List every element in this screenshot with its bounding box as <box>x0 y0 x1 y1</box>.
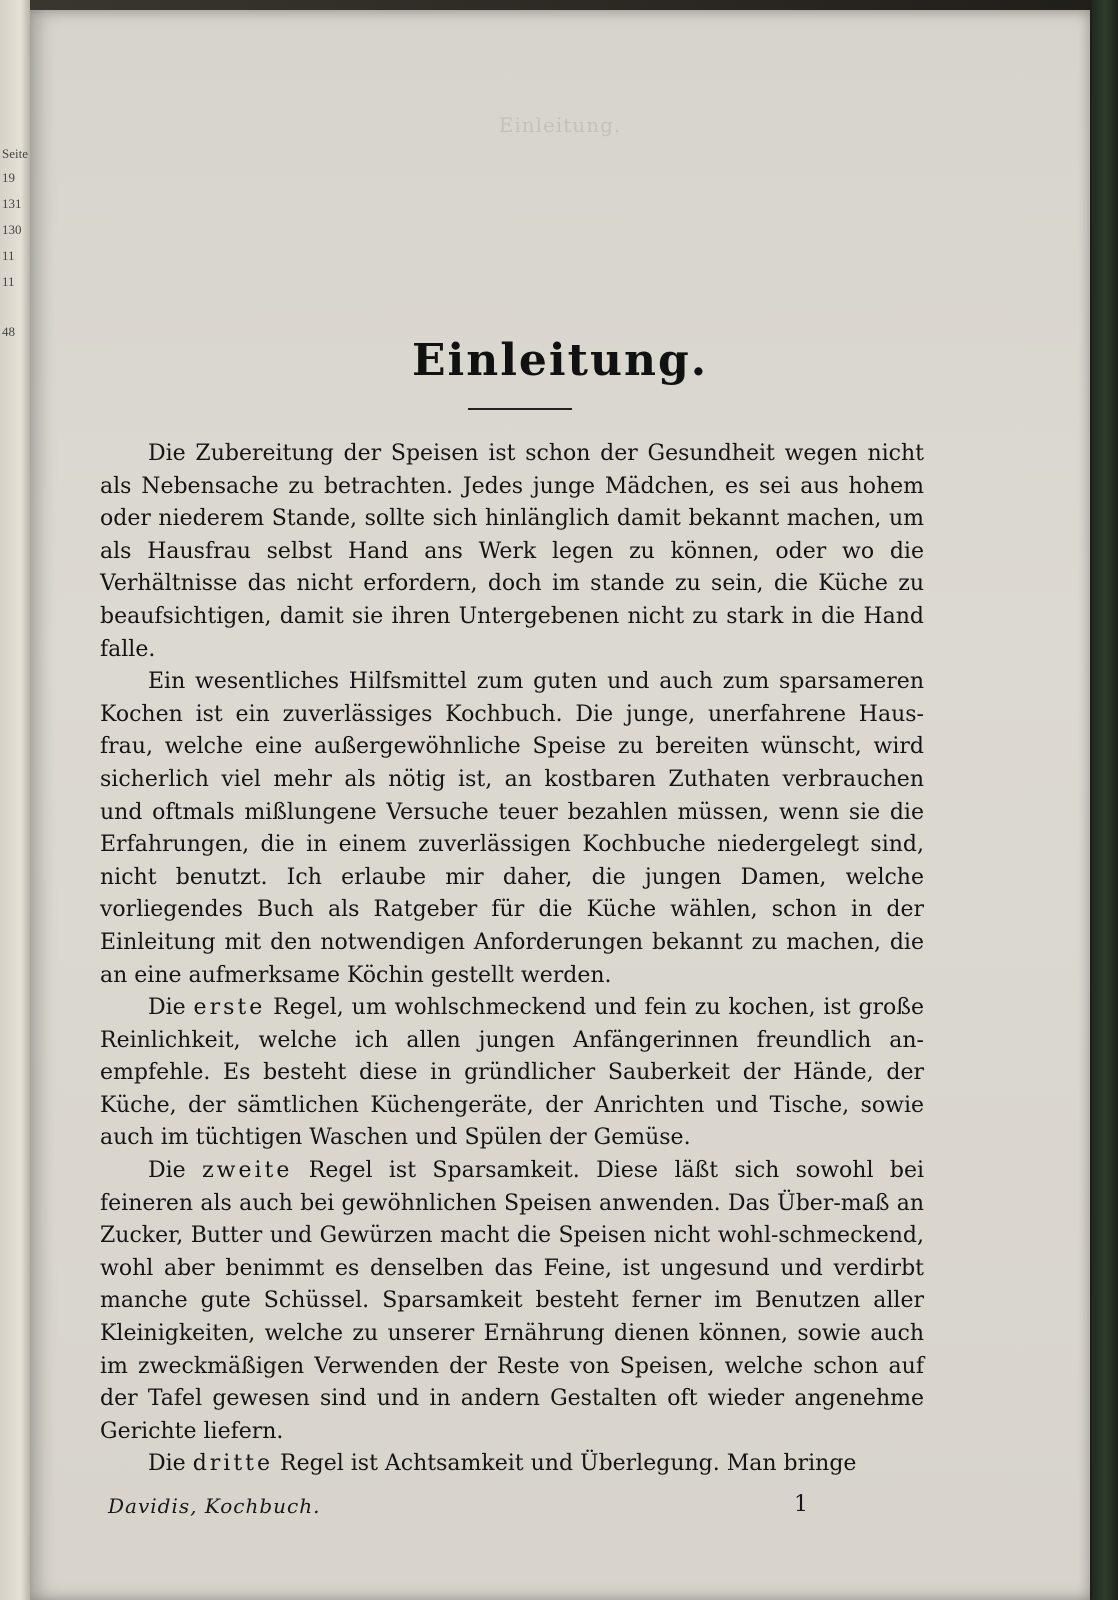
edge-label: Seite <box>2 146 28 161</box>
emphasized-word: zweite <box>202 1158 293 1184</box>
paragraph <box>100 1448 924 1481</box>
paragraph <box>100 1155 924 1448</box>
title-rule <box>468 408 572 410</box>
edge-number: 131 <box>2 196 22 211</box>
paragraph-text: Regel ist Sparsamkeit. Diese läßt sich sowohl bei feineren als auch bei gewöhnlichen Speisen anwenden. Das Über-maß an Zucker, Butter und Gewürzen macht die Speisen nicht wohl-schmeckend, wohl aber benimmt es denselben das Feine, ist ungesund und verdirbt manche gute Schüssel. Sparsamkeit besteht ferner im Benutzen aller Kleinigkeiten, welche zu unserer Ernährung dienen können, sowie auch im zweckmäßigen Verwenden der Reste von Speisen, welche schon auf der Tafel gewesen sind und in andern Gestalten oft wieder angenehme Gerichte liefern. <box>100 1158 925 1444</box>
paragraph-text: Regel ist Achtsamkeit und Überlegung. Man bringe <box>273 1451 857 1477</box>
edge-number: 19 <box>2 170 15 185</box>
paragraph <box>100 992 924 1155</box>
previous-page-edge <box>0 0 30 1600</box>
signature-line: Davidis, Kochbuch. <box>108 1494 321 1518</box>
edge-number: 11 <box>2 248 15 263</box>
edge-number: 11 <box>2 274 15 289</box>
page-title: Einleitung. <box>411 335 709 386</box>
body-text <box>100 438 924 1481</box>
edge-number: 130 <box>2 222 22 237</box>
paragraph <box>100 666 924 992</box>
cloth-binding <box>1092 0 1118 1600</box>
emphasized-word: dritte <box>192 1451 274 1477</box>
page-number: 1 <box>794 1492 808 1517</box>
paragraph-lead: Die <box>148 1158 203 1184</box>
paragraph-text: Regel, um wohlschmeckend und fein zu kochen, ist große Reinlichkeit, welche ich allen jungen Anfängerinnen freundlich an-empfehle. Es besteht diese in gründlicher Sauberkeit der Hände, der Küche, der sämtlichen Küchengeräte, der Anrichten und Tische, sowie auch im tüchtigen Waschen und Spülen der Gemüse. <box>100 995 924 1151</box>
paragraph <box>100 438 924 666</box>
paragraph-text: Ein wesentliches Hilfsmittel zum guten und auch zum sparsameren Kochen ist ein zuverlässiges Kochbuch. Die junge, unerfahrene Haus-frau, welche eine außergewöhnliche Speise zu bereiten wünscht, wird sicherlich viel mehr als nötig ist, an kostbaren Zuthaten verbrauchen und oftmals mißlungene Versuche teuer bezahlen müssen, wenn sie die Erfahrungen, die in einem zuverlässigen Kochbuche niedergelegt sind, nicht benutzt. Ich erlaube mir daher, die jungen Damen, welche vorliegendes Buch als Ratgeber für die Küche wählen, schon in der Einleitung mit den notwendigen Anforderungen bekannt zu machen, die an eine aufmerksame Köchin gestellt werden. <box>100 669 924 988</box>
paragraph-lead: Die <box>148 1451 193 1477</box>
book-page <box>30 10 1090 1600</box>
paragraph-lead: Die <box>148 995 194 1021</box>
emphasized-word: erste <box>193 995 266 1021</box>
paragraph-text: Die Zubereitung der Speisen ist schon der Gesundheit wegen nicht als Nebensache zu betrachten. Jedes junge Mädchen, es sei aus hohem oder niederem Stande, sollte sich hinlänglich damit bekannt machen, um als Hausfrau selbst Hand ans Werk legen zu können, oder wo die Verhältnisse das nicht erfordern, doch im stande zu sein, die Küche zu beaufsichtigen, damit sie ihren Untergebenen nicht zu stark in die Hand falle. <box>100 441 924 662</box>
edge-number: 48 <box>2 324 15 339</box>
bleedthrough-header: Einleitung. <box>498 113 622 137</box>
